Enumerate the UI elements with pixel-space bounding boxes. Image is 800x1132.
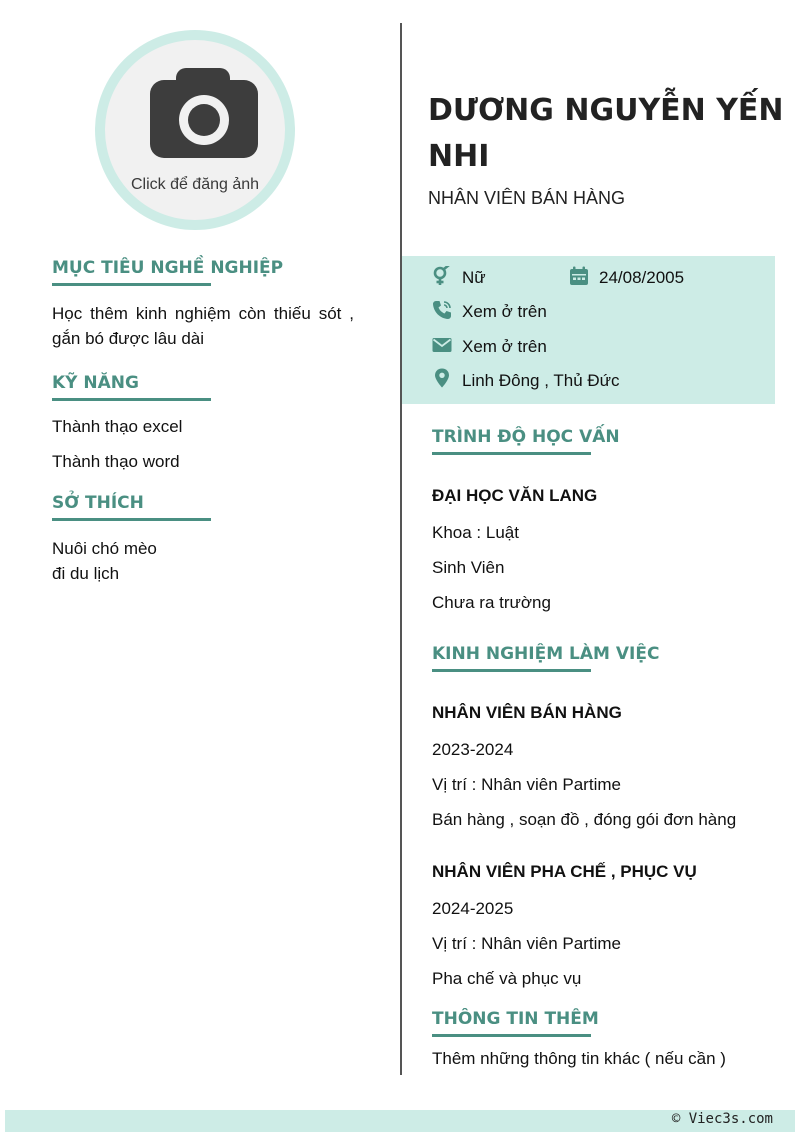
email-value: Xem ở trên <box>462 337 547 356</box>
avatar-caption: Click để đăng ảnh <box>130 176 260 193</box>
job-entry-title: NHÂN VIÊN PHA CHẾ , PHỤC VỤ <box>432 862 697 881</box>
avatar-placeholder[interactable] <box>105 40 285 220</box>
hobby-item: Nuôi chó mèo <box>52 539 157 558</box>
job-entry-period: 2024-2025 <box>432 899 514 918</box>
job-entry-period: 2023-2024 <box>432 740 514 759</box>
education-line: Chưa ra trường <box>432 593 551 612</box>
hobbies-heading: SỞ THÍCH <box>52 493 144 513</box>
objective-text: Học thêm kinh nghiệm còn thiếu sót , gắn bó được lâu dài <box>52 304 354 348</box>
birthdate-value: 24/08/2005 <box>599 268 685 287</box>
experience-underline <box>432 669 591 672</box>
experience-heading: KINH NGHIỆM LÀM VIỆC <box>432 644 660 664</box>
phone-value: Xem ở trên <box>462 302 547 321</box>
job-entry-position: Vị trí : Nhân viên Partime <box>432 934 621 953</box>
camera-icon <box>150 66 258 160</box>
job-entry-description: Bán hàng , soạn đồ , đóng gói đơn hàng <box>432 810 737 829</box>
objective-underline <box>52 283 211 286</box>
school-name: ĐẠI HỌC VĂN LANG <box>432 486 598 505</box>
education-underline <box>432 452 591 455</box>
candidate-name: DƯƠNG NGUYỄN YẾN NHI <box>428 93 784 174</box>
education-line: Khoa : Luật <box>432 523 519 542</box>
hobbies-underline <box>52 518 211 521</box>
location-icon <box>432 368 452 388</box>
address-value: Linh Đông , Thủ Đức <box>462 371 620 390</box>
job-entry-description: Pha chế và phục vụ <box>432 969 582 988</box>
left-column <box>0 0 400 1090</box>
gender-icon <box>432 266 452 286</box>
skills-underline <box>52 398 211 401</box>
hobbies-list <box>52 536 157 586</box>
skills-heading: KỸ NĂNG <box>52 373 139 393</box>
gender-value: Nữ <box>462 268 486 287</box>
objective-heading: MỤC TIÊU NGHỀ NGHIỆP <box>52 258 284 278</box>
phone-icon <box>432 300 452 320</box>
footer-credit: © Viec3s.com <box>671 1111 773 1127</box>
job-title: NHÂN VIÊN BÁN HÀNG <box>428 188 626 208</box>
avatar-upload[interactable] <box>95 30 295 230</box>
additional-info-heading: THÔNG TIN THÊM <box>432 1009 599 1029</box>
contact-info-box <box>402 256 775 404</box>
additional-info-text: Thêm những thông tin khác ( nếu cần ) <box>432 1049 726 1068</box>
education-line: Sinh Viên <box>432 558 505 577</box>
hobby-item: đi du lịch <box>52 564 120 583</box>
education-heading: TRÌNH ĐỘ HỌC VẤN <box>432 427 620 447</box>
skill-item: Thành thạo word <box>52 452 180 471</box>
job-entry-title: NHÂN VIÊN BÁN HÀNG <box>432 703 622 722</box>
job-entry-position: Vị trí : Nhân viên Partime <box>432 775 621 794</box>
skill-item: Thành thạo excel <box>52 417 183 436</box>
additional-info-underline <box>432 1034 591 1037</box>
calendar-icon <box>569 266 589 286</box>
right-column <box>402 0 800 1090</box>
footer-bar <box>5 1110 795 1132</box>
email-icon <box>432 335 452 355</box>
